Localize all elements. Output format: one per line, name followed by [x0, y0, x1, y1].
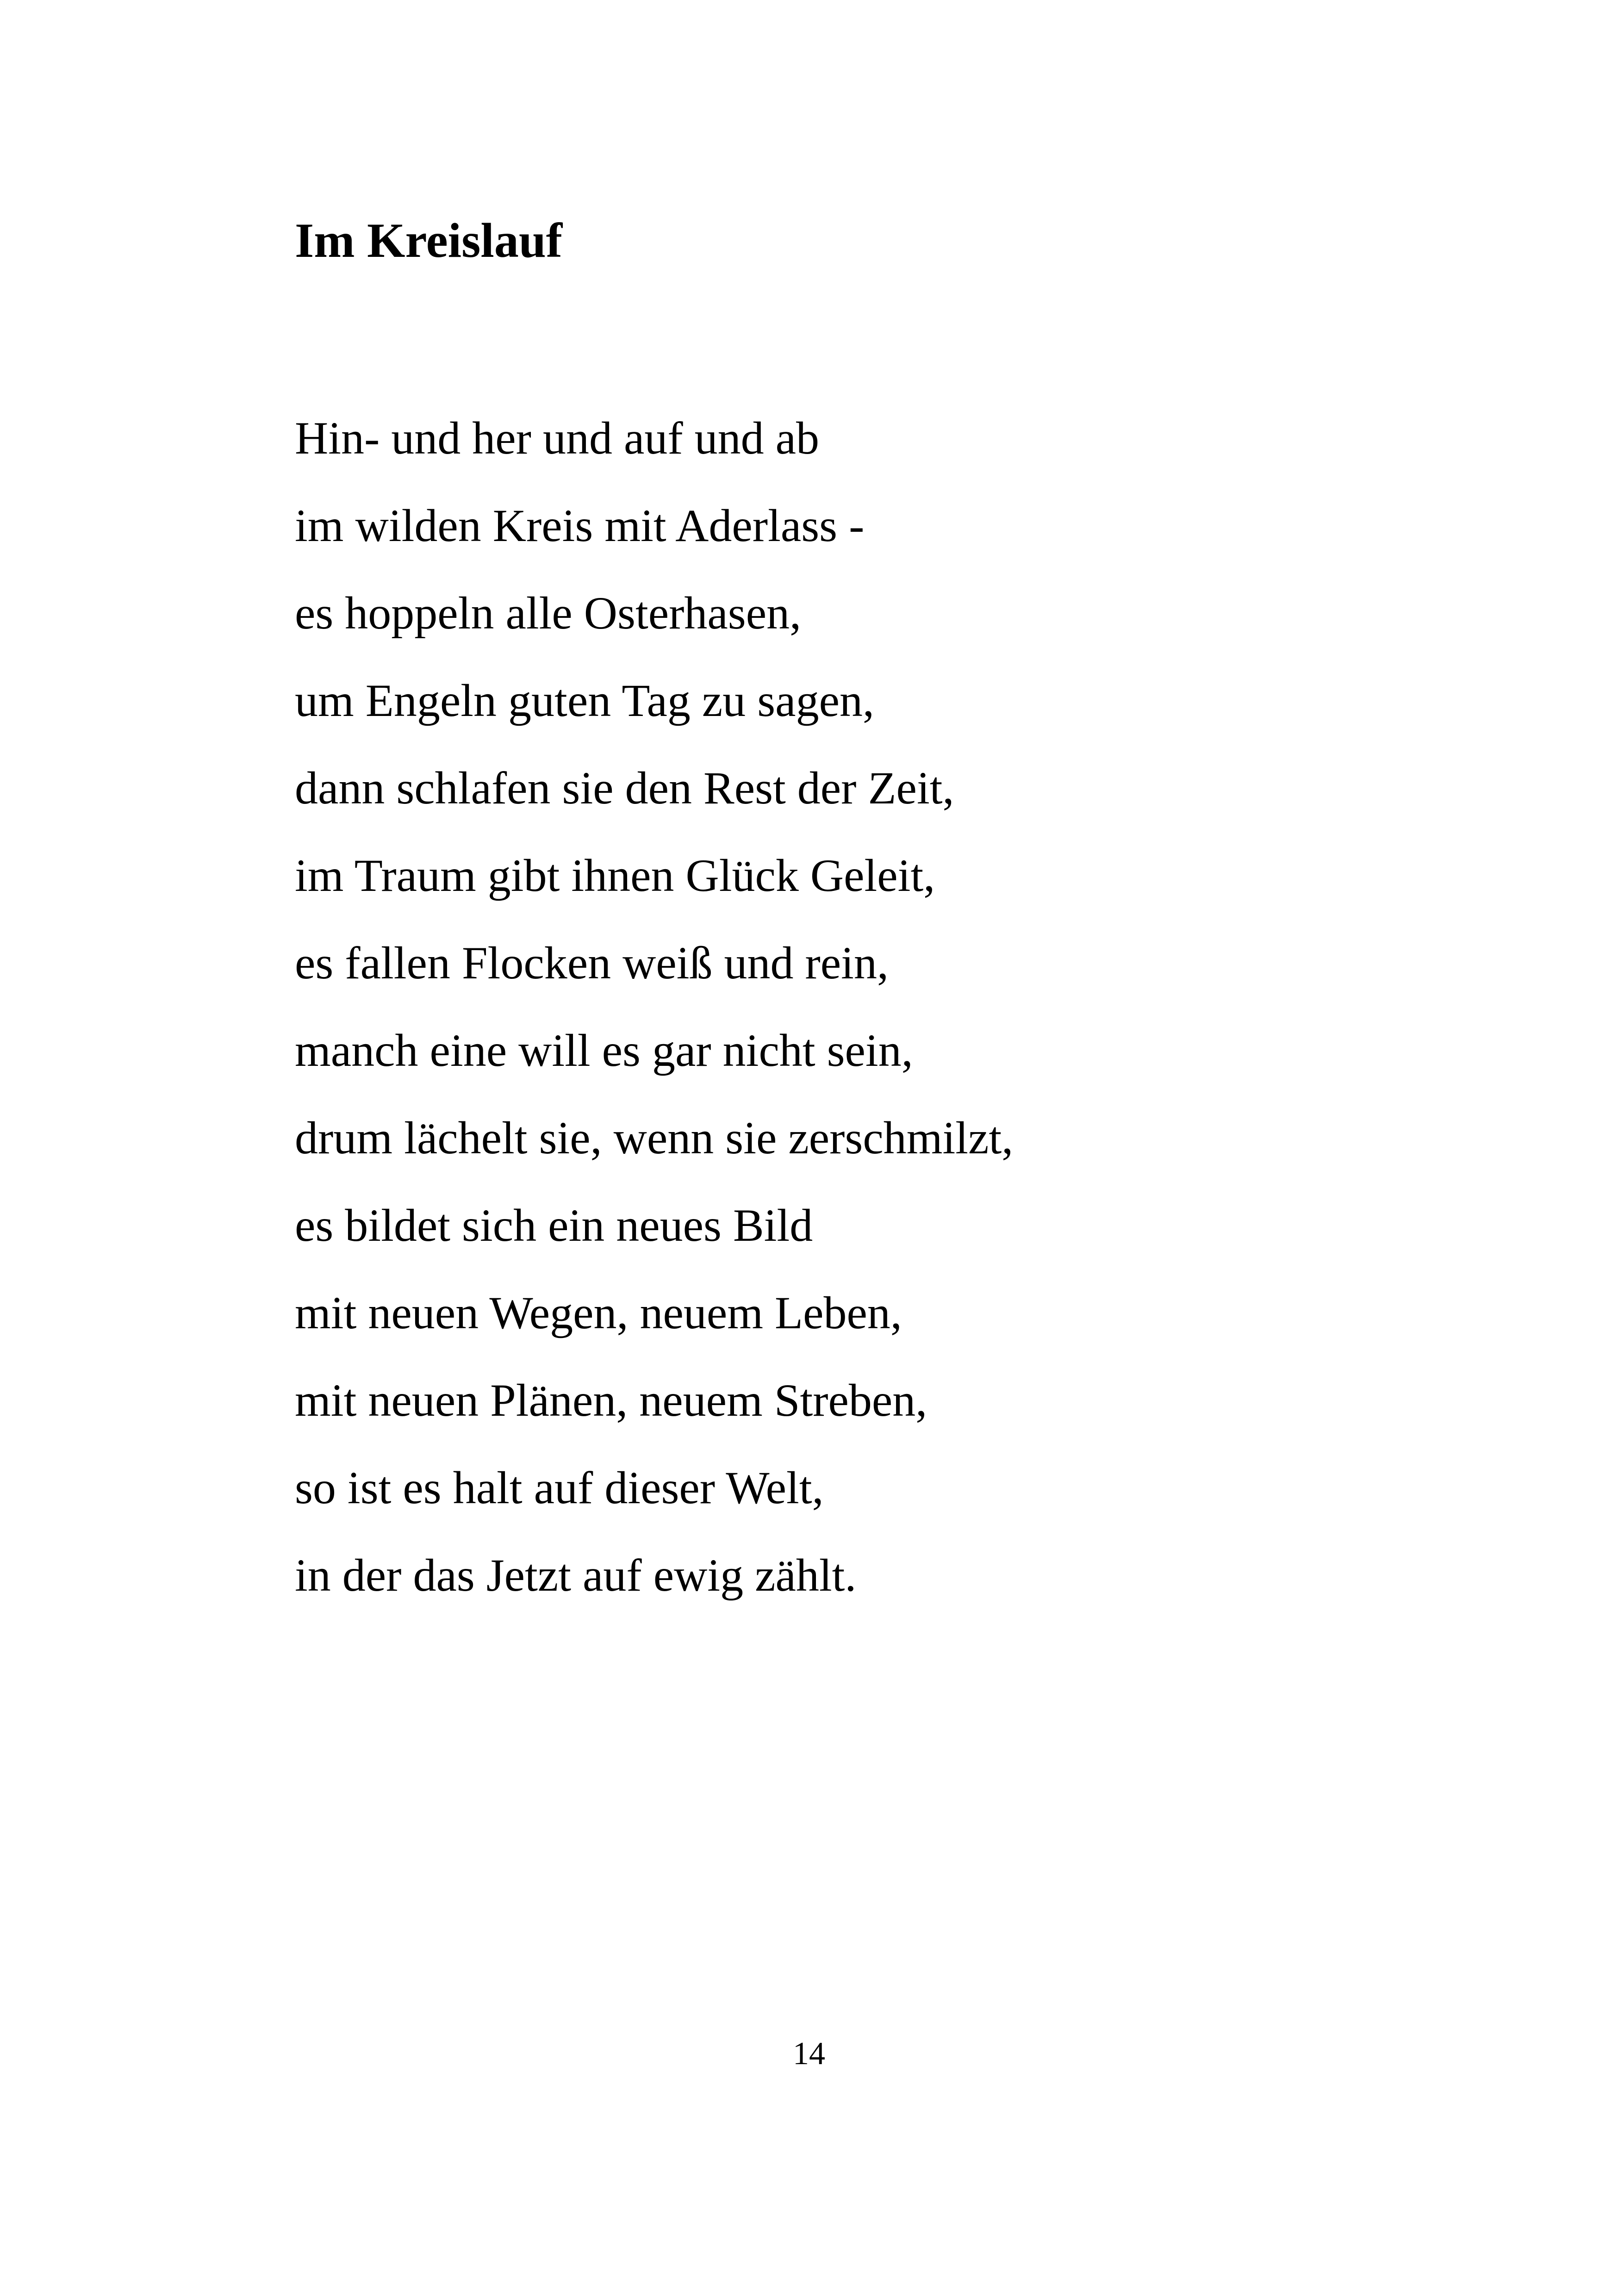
poem-body [295, 394, 1013, 1619]
poem-line: in der das Jetzt auf ewig zählt. [295, 1549, 857, 1601]
poem-line: um Engeln guten Tag zu sagen, [295, 675, 874, 726]
poem-line: im wilden Kreis mit Aderlass - [295, 500, 865, 551]
poem-line: im Traum gibt ihnen Glück Geleit, [295, 850, 935, 901]
page-number: 14 [793, 2036, 825, 2072]
poem-line: dann schlafen sie den Rest der Zeit, [295, 762, 954, 814]
poem-line: drum lächelt sie, wenn sie zerschmilzt, [295, 1112, 1014, 1164]
poem-line: mit neuen Wegen, neuem Leben, [295, 1287, 902, 1338]
poem-line: es fallen Flocken weiß und rein, [295, 937, 889, 989]
poem-line: es hoppeln alle Osterhasen, [295, 587, 802, 639]
poem-line: mit neuen Plänen, neuem Streben, [295, 1375, 927, 1426]
poem-line: manch eine will es gar nicht sein, [295, 1025, 913, 1076]
poem-title: Im Kreislauf [295, 213, 563, 268]
poem-line: es bildet sich ein neues Bild [295, 1200, 813, 1251]
poem-line: Hin- und her und auf und ab [295, 412, 820, 464]
poem-line: so ist es halt auf dieser Welt, [295, 1462, 824, 1513]
